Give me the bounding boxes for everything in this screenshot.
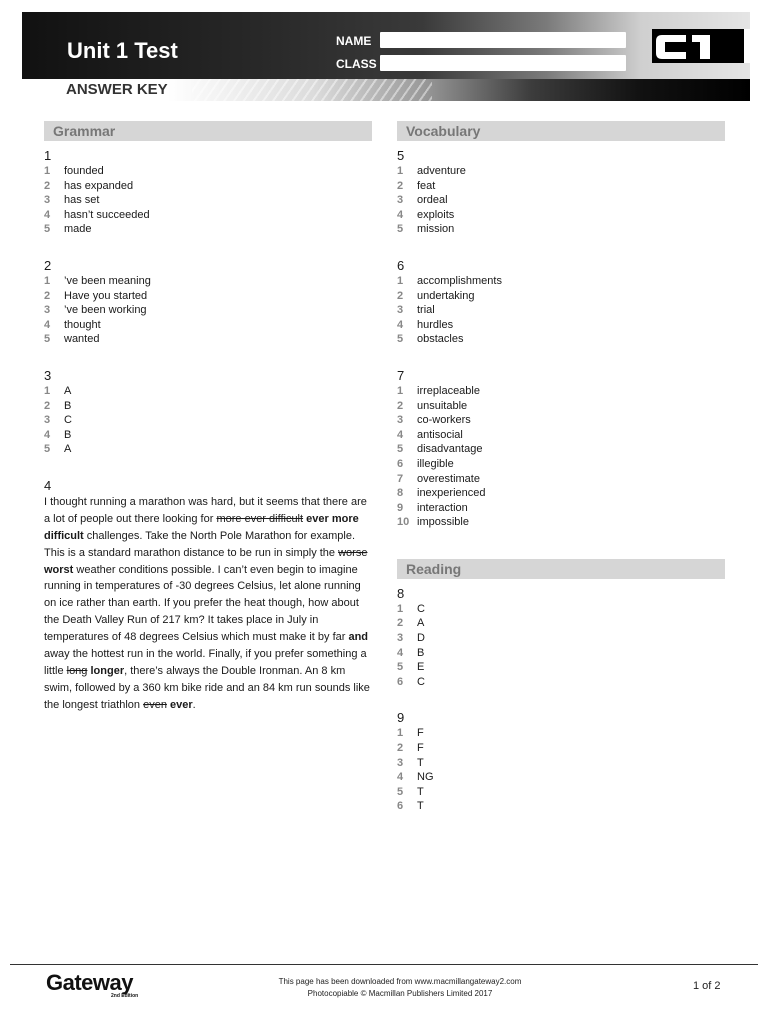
paragraph-text: weather conditions possible. I can’t even begin to imagine running in temperatures of -30 degrees Celsius, let alone running on ice rather than earth. If you prefer the heat though, how about the Death Valley Run of 217 km? It takes place in July in temperatures of 48 degrees Celsius which must make it by far bbox=[44, 563, 361, 644]
answer-list-5 bbox=[397, 164, 725, 237]
item-number: 8 bbox=[397, 487, 404, 500]
item-answer: overestimate bbox=[417, 472, 480, 485]
answer-item bbox=[397, 303, 725, 318]
level-badge-icon bbox=[652, 29, 750, 63]
grammar-column bbox=[44, 121, 372, 714]
item-answer: thought bbox=[64, 318, 101, 331]
struck-text: worse bbox=[338, 546, 368, 559]
answer-item bbox=[397, 616, 725, 631]
item-answer: ’ve been meaning bbox=[64, 274, 151, 287]
copyright-note: Photocopiable © Macmillan Publishers Limited 2017 bbox=[307, 989, 493, 998]
answer-item bbox=[397, 332, 725, 347]
answer-item bbox=[397, 726, 725, 741]
item-answer: unsuitable bbox=[417, 399, 468, 412]
item-number: 6 bbox=[397, 800, 404, 813]
item-number: 3 bbox=[44, 194, 51, 207]
item-answer: adventure bbox=[417, 165, 466, 177]
answer-item bbox=[44, 413, 372, 428]
answer-item bbox=[44, 179, 372, 194]
answer-item bbox=[397, 384, 725, 399]
download-note: This page has been downloaded from www.macmillangateway2.com bbox=[278, 977, 522, 986]
page-title: Unit 1 Test bbox=[67, 38, 178, 63]
answer-item bbox=[397, 486, 725, 501]
item-number: 3 bbox=[397, 632, 404, 645]
item-answer: impossible bbox=[417, 516, 469, 529]
item-number: 1 bbox=[397, 165, 404, 177]
answer-item bbox=[44, 274, 372, 289]
answer-item bbox=[44, 164, 372, 179]
item-number: 6 bbox=[397, 457, 404, 470]
item-number: 2 bbox=[44, 399, 51, 412]
answer-item bbox=[44, 222, 372, 237]
paragraph-text: , there’s always the Double Ironman. An 8 km swim, followed by a 360 km bike ride and an 84 km run sounds like the longest triathlon bbox=[44, 664, 370, 711]
item-number: 4 bbox=[397, 771, 404, 784]
answer-item bbox=[397, 399, 725, 414]
stripe-decoration bbox=[192, 79, 432, 101]
item-answer: wanted bbox=[64, 333, 100, 346]
item-number: 4 bbox=[397, 646, 404, 659]
answer-item bbox=[44, 399, 372, 414]
answer-item bbox=[397, 646, 725, 661]
item-number: 1 bbox=[44, 165, 51, 177]
item-number: 3 bbox=[397, 304, 404, 317]
footer-note bbox=[230, 976, 570, 1000]
item-answer: B bbox=[417, 646, 425, 659]
answer-item bbox=[397, 274, 725, 289]
item-number: 4 bbox=[397, 208, 404, 221]
item-answer: B bbox=[64, 399, 72, 412]
item-answer: obstacles bbox=[417, 333, 464, 346]
item-number: 2 bbox=[44, 179, 51, 192]
correction-text: ever bbox=[170, 698, 193, 711]
item-answer: A bbox=[64, 384, 72, 397]
answer-item bbox=[44, 318, 372, 333]
correction-text: worst bbox=[44, 563, 74, 576]
item-answer: C bbox=[417, 602, 425, 615]
item-answer: F bbox=[417, 742, 424, 755]
paragraph-text: . bbox=[192, 698, 196, 711]
question-number: 5 bbox=[397, 148, 405, 163]
item-answer: B bbox=[64, 428, 72, 441]
correction-text: and bbox=[348, 631, 369, 644]
paragraph-text: I thought running a marathon was hard, but it seems that there are a lot of people out there looking for bbox=[44, 495, 367, 525]
question-number: 8 bbox=[397, 585, 405, 601]
item-answer: ’ve been working bbox=[64, 304, 147, 317]
item-answer: C bbox=[64, 414, 72, 427]
item-number: 2 bbox=[397, 289, 404, 302]
answer-item bbox=[44, 208, 372, 223]
item-number: 5 bbox=[397, 785, 404, 798]
item-number: 1 bbox=[397, 727, 404, 740]
answer-list-8 bbox=[397, 602, 725, 690]
answer-paragraph-4 bbox=[44, 494, 372, 714]
item-number: 3 bbox=[397, 414, 404, 427]
struck-text: long bbox=[66, 664, 88, 677]
answer-item bbox=[397, 457, 725, 472]
item-number: 3 bbox=[397, 194, 404, 207]
item-number: 5 bbox=[397, 661, 404, 674]
answer-item bbox=[397, 472, 725, 487]
answer-item bbox=[397, 501, 725, 516]
item-answer: irreplaceable bbox=[417, 384, 480, 397]
item-number: 10 bbox=[397, 516, 410, 529]
vocabulary-heading: Vocabulary bbox=[397, 121, 725, 141]
item-number: 1 bbox=[44, 274, 51, 287]
item-answer: has set bbox=[64, 194, 100, 207]
item-number: 1 bbox=[44, 384, 51, 397]
item-answer: interaction bbox=[417, 501, 468, 514]
question-number: 3 bbox=[44, 367, 52, 383]
class-field[interactable] bbox=[380, 55, 626, 71]
item-answer: disadvantage bbox=[417, 443, 483, 456]
item-number: 5 bbox=[397, 443, 404, 456]
item-answer: exploits bbox=[417, 208, 455, 221]
answer-item bbox=[44, 289, 372, 304]
item-number: 4 bbox=[44, 318, 51, 331]
item-number: 2 bbox=[397, 617, 404, 630]
item-answer: A bbox=[417, 617, 425, 630]
item-answer: accomplishments bbox=[417, 274, 502, 287]
item-number: 2 bbox=[44, 289, 51, 302]
item-answer: ordeal bbox=[417, 194, 448, 207]
answer-list-6 bbox=[397, 274, 725, 347]
item-answer: hasn’t succeeded bbox=[64, 208, 150, 221]
class-label: CLASS bbox=[336, 57, 377, 71]
answer-item bbox=[44, 303, 372, 318]
item-number: 4 bbox=[44, 428, 51, 441]
question-number: 6 bbox=[397, 257, 405, 273]
item-number: 5 bbox=[44, 333, 51, 346]
answer-item bbox=[44, 193, 372, 208]
struck-text: even bbox=[143, 698, 167, 711]
answer-item bbox=[397, 318, 725, 333]
item-number: 5 bbox=[397, 223, 404, 236]
answer-item bbox=[44, 442, 372, 457]
item-number: 4 bbox=[397, 428, 404, 441]
item-number: 1 bbox=[397, 274, 404, 287]
item-answer: mission bbox=[417, 223, 455, 236]
answer-item bbox=[397, 660, 725, 675]
paragraph-text: away the hottest run in the world. Finally, if you prefer something a little bbox=[44, 648, 367, 677]
question-number: 9 bbox=[397, 710, 405, 726]
item-answer: made bbox=[64, 223, 92, 236]
answer-item bbox=[397, 756, 725, 771]
gateway-logo: Gateway bbox=[46, 970, 133, 995]
item-answer: NG bbox=[417, 771, 434, 784]
answer-item bbox=[397, 602, 725, 617]
item-number: 5 bbox=[44, 443, 51, 456]
item-number: 4 bbox=[397, 318, 404, 331]
item-number: 1 bbox=[397, 602, 404, 615]
answer-item bbox=[397, 770, 725, 785]
correction-text: ever more difficult bbox=[44, 512, 359, 542]
vocabulary-column bbox=[397, 121, 725, 814]
struck-text: more ever difficult bbox=[216, 512, 304, 525]
item-number: 3 bbox=[44, 304, 51, 317]
reading-heading: Reading bbox=[397, 559, 725, 579]
item-number: 7 bbox=[397, 472, 404, 485]
answer-list-9 bbox=[397, 726, 725, 814]
answer-item bbox=[397, 164, 725, 179]
name-field[interactable] bbox=[380, 32, 626, 48]
answer-key-label: ANSWER KEY bbox=[66, 81, 168, 98]
page-number: 1 of 2 bbox=[693, 980, 721, 992]
item-answer: feat bbox=[417, 179, 436, 192]
answer-item bbox=[397, 515, 725, 530]
item-answer: trial bbox=[417, 304, 435, 317]
item-answer: founded bbox=[64, 165, 104, 177]
answer-item bbox=[397, 193, 725, 208]
item-answer: illegible bbox=[417, 457, 454, 470]
answer-item bbox=[397, 222, 725, 237]
item-number: 3 bbox=[397, 756, 404, 769]
answer-list-3 bbox=[44, 384, 372, 457]
correction-text: longer bbox=[90, 664, 125, 677]
grammar-heading: Grammar bbox=[44, 121, 372, 141]
item-number: 5 bbox=[397, 333, 404, 346]
footer-divider bbox=[10, 964, 758, 965]
item-number: 5 bbox=[44, 223, 51, 236]
item-number: 2 bbox=[397, 399, 404, 412]
item-number: 1 bbox=[397, 384, 404, 397]
item-number: 2 bbox=[397, 179, 404, 192]
answer-item bbox=[397, 631, 725, 646]
item-answer: C bbox=[417, 675, 425, 688]
answer-list-2 bbox=[44, 274, 372, 347]
item-number: 4 bbox=[44, 208, 51, 221]
answer-item bbox=[44, 384, 372, 399]
item-answer: co-workers bbox=[417, 414, 471, 427]
answer-list-1 bbox=[44, 164, 372, 237]
item-answer: has expanded bbox=[64, 179, 134, 192]
item-answer: T bbox=[417, 756, 424, 769]
item-answer: inexperienced bbox=[417, 487, 486, 500]
item-answer: hurdles bbox=[417, 318, 454, 331]
answer-item bbox=[397, 442, 725, 457]
answer-item bbox=[397, 428, 725, 443]
answer-item bbox=[397, 799, 725, 814]
item-answer: T bbox=[417, 800, 424, 813]
paragraph-text: challenges. Take the North Pole Marathon for example. This is a standard marathon distance to be run in simply the bbox=[44, 529, 356, 559]
answer-item bbox=[397, 179, 725, 194]
answer-item bbox=[397, 785, 725, 800]
answer-key-bar bbox=[22, 79, 750, 101]
item-number: 3 bbox=[44, 414, 51, 427]
answer-item bbox=[397, 413, 725, 428]
answer-item bbox=[397, 289, 725, 304]
page-header bbox=[22, 12, 750, 79]
item-number: 2 bbox=[397, 742, 404, 755]
answer-item bbox=[44, 332, 372, 347]
item-number: 6 bbox=[397, 675, 404, 688]
item-answer: A bbox=[64, 443, 72, 456]
answer-list-7 bbox=[397, 384, 725, 530]
answer-item bbox=[397, 675, 725, 690]
answer-item bbox=[397, 741, 725, 756]
item-answer: undertaking bbox=[417, 289, 475, 302]
question-number: 7 bbox=[397, 367, 405, 383]
item-answer: T bbox=[417, 785, 424, 798]
item-number: 9 bbox=[397, 501, 404, 514]
item-answer: F bbox=[417, 727, 424, 740]
name-label: NAME bbox=[336, 34, 372, 48]
question-number: 1 bbox=[44, 148, 52, 163]
answer-item bbox=[44, 428, 372, 443]
question-number: 4 bbox=[44, 477, 52, 493]
edition-label: 2nd Edition bbox=[111, 993, 139, 999]
item-answer: D bbox=[417, 632, 425, 645]
question-number: 2 bbox=[44, 257, 52, 273]
item-answer: Have you started bbox=[64, 289, 148, 302]
item-answer: antisocial bbox=[417, 428, 463, 441]
item-answer: E bbox=[417, 661, 425, 674]
answer-item bbox=[397, 208, 725, 223]
